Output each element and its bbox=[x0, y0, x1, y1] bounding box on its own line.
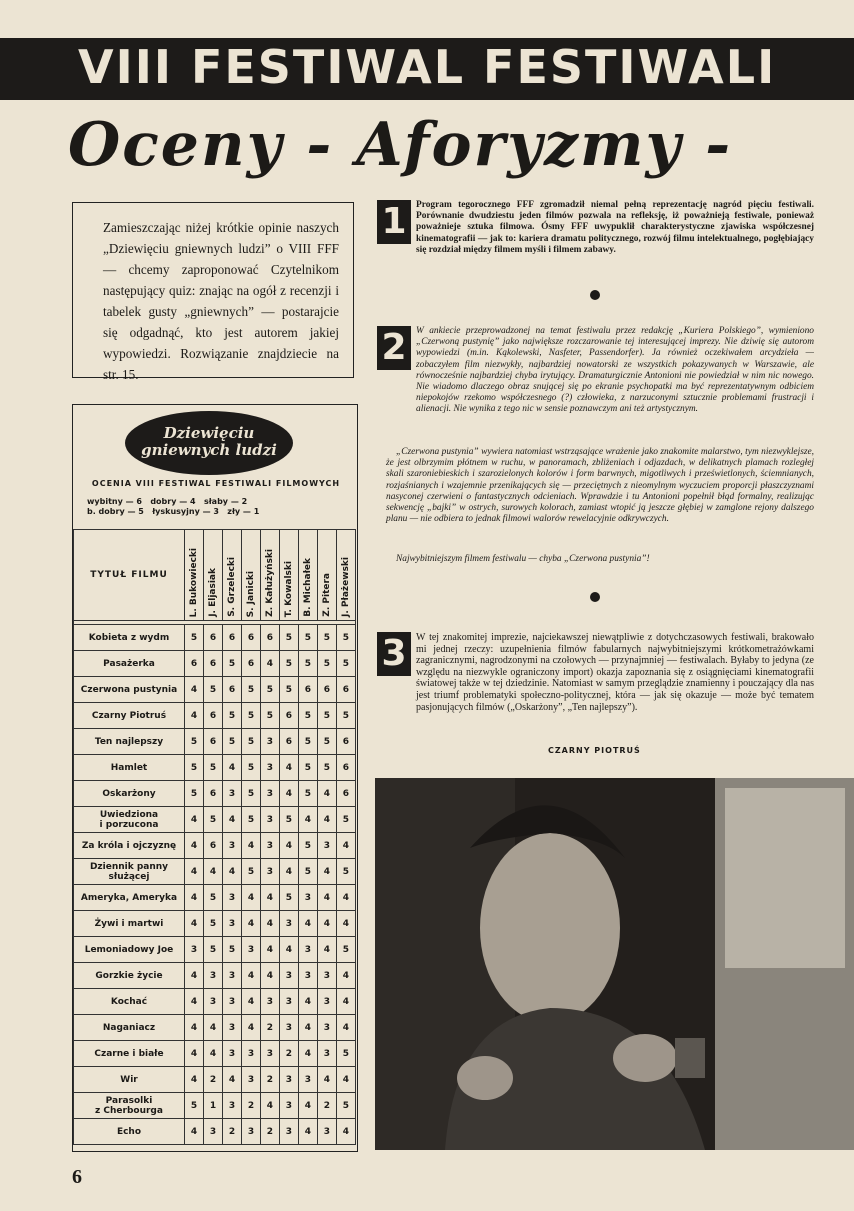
section-2-text-3: Najwybitniejszym filmem festiwalu — chyba „Czerwona pustynia”! bbox=[396, 554, 650, 564]
score-cell: 5 bbox=[317, 729, 336, 755]
critic-header: Z. Kałużyński bbox=[260, 530, 279, 621]
table-row bbox=[74, 833, 356, 859]
score-cell: 5 bbox=[298, 755, 317, 781]
score-cell: 5 bbox=[279, 625, 298, 651]
score-cell: 3 bbox=[222, 989, 241, 1015]
score-cell: 3 bbox=[317, 833, 336, 859]
film-title: Pasażerka bbox=[74, 651, 185, 677]
score-cell: 3 bbox=[279, 1119, 298, 1145]
portrait-illustration bbox=[375, 778, 854, 1150]
score-cell: 3 bbox=[317, 1015, 336, 1041]
table-row bbox=[74, 703, 356, 729]
critic-header: B. Michałek bbox=[298, 530, 317, 621]
score-cell: 4 bbox=[241, 989, 260, 1015]
score-cell: 4 bbox=[222, 807, 241, 833]
table-row bbox=[74, 651, 356, 677]
score-cell: 4 bbox=[279, 833, 298, 859]
section-3-text: W tej znakomitej imprezie, najciekawszej niewątpliwie z dotychczasowych festiwali, brakowało mi jednej rzeczy: uzupełnienia filmów fabularnych najwybitniejszymi krótkometrażówkami zagranicznymi, nagrodzonymi na czołowych — przynajmniej — festiwalach. Byłaby to jedyna (ze względu na niezwykle ograniczony import) okazja zapoznania się z osiągnięciami kinematografii światowej także w tej dziedzinie. Natomiast w samym przeglądzie znamienny i pouczający dla nas jest triumf problematyki społeczno-politycznej, która — jak się okazuje — może być tematem pasjonujących filmów („Oskarżony”, „Ten najlepszy”). bbox=[416, 632, 814, 713]
score-cell: 5 bbox=[203, 807, 222, 833]
score-cell: 6 bbox=[336, 729, 355, 755]
table-row bbox=[74, 1067, 356, 1093]
score-cell: 3 bbox=[185, 937, 204, 963]
score-cell: 3 bbox=[298, 937, 317, 963]
score-cell: 6 bbox=[336, 677, 355, 703]
ratings-grid bbox=[73, 529, 356, 1145]
photo-caption: CZARNY PIOTRUŚ bbox=[548, 746, 641, 755]
score-cell: 3 bbox=[298, 1067, 317, 1093]
score-cell: 5 bbox=[336, 937, 355, 963]
score-cell: 5 bbox=[241, 859, 260, 885]
critic-header: T. Kowalski bbox=[279, 530, 298, 621]
score-cell: 5 bbox=[203, 911, 222, 937]
title-banner bbox=[0, 38, 854, 100]
score-cell: 5 bbox=[336, 1041, 355, 1067]
table-row bbox=[74, 885, 356, 911]
score-cell: 5 bbox=[203, 677, 222, 703]
score-cell: 6 bbox=[279, 729, 298, 755]
film-title: Czarny Piotruś bbox=[74, 703, 185, 729]
score-cell: 4 bbox=[279, 937, 298, 963]
score-cell: 2 bbox=[203, 1067, 222, 1093]
score-cell: 5 bbox=[279, 651, 298, 677]
score-cell: 4 bbox=[241, 833, 260, 859]
critic-header: S. Janicki bbox=[241, 530, 260, 621]
score-cell: 4 bbox=[336, 1067, 355, 1093]
score-cell: 6 bbox=[203, 703, 222, 729]
critic-header: J. Płażewski bbox=[336, 530, 355, 621]
script-title: Oceny - Aforyzmy - bbox=[68, 110, 733, 180]
score-cell: 4 bbox=[298, 1093, 317, 1119]
separator-dot bbox=[590, 592, 600, 602]
score-cell: 4 bbox=[203, 1015, 222, 1041]
score-cell: 4 bbox=[336, 1119, 355, 1145]
score-cell: 3 bbox=[260, 729, 279, 755]
score-cell: 4 bbox=[317, 781, 336, 807]
table-row bbox=[74, 911, 356, 937]
score-cell: 4 bbox=[298, 807, 317, 833]
film-title: Hamlet bbox=[74, 755, 185, 781]
score-cell: 6 bbox=[185, 651, 204, 677]
score-cell: 3 bbox=[317, 963, 336, 989]
score-cell: 4 bbox=[279, 755, 298, 781]
table-row bbox=[74, 963, 356, 989]
score-cell: 5 bbox=[260, 703, 279, 729]
score-cell: 6 bbox=[241, 651, 260, 677]
score-cell: 3 bbox=[260, 833, 279, 859]
score-cell: 5 bbox=[203, 885, 222, 911]
score-cell: 6 bbox=[317, 677, 336, 703]
score-cell: 3 bbox=[241, 1119, 260, 1145]
score-cell: 4 bbox=[203, 1041, 222, 1067]
score-cell: 2 bbox=[260, 1015, 279, 1041]
score-cell: 5 bbox=[298, 729, 317, 755]
table-row bbox=[74, 781, 356, 807]
score-cell: 3 bbox=[317, 989, 336, 1015]
film-title: Gorzkie życie bbox=[74, 963, 185, 989]
section-2-text-2: „Czerwona pustynia” wywiera natomiast wstrząsające wrażenie jako znakomite malarstwo, tym niezwyklejsze, że jest olbrzymim płótnem w ruchu, w panoramach, zbliżeniach i odjazdach, w delikatnych plamach rozległej skali szaroniebieskich i szarozielonych kolorów i form barwnych, migotliwych i prześwietlonych, ściemnianych, rozjaśnianych i wzajemnie przenikających się — przeciętnych z nieomylnym wyczuciem proporcji płaszczyznami nasyconej czerwieni o fantastycznych odcieniach. Wprawdzie i tu Antonioni popełnił błąd formalny, realizując sekwencję „bajki” w ostrych, surowych kolorach, zamiast wtopić ją jeszcze głębiej w zamglone rejony dalszego planu — nie odbiera to jednak filmowi walorów rewelacyjnie odkrywczych. bbox=[386, 447, 814, 525]
score-cell: 4 bbox=[298, 1015, 317, 1041]
score-cell: 5 bbox=[241, 781, 260, 807]
quiz-box bbox=[72, 202, 354, 382]
score-cell: 5 bbox=[317, 703, 336, 729]
film-title: Parasolki z Cherbourga bbox=[74, 1093, 185, 1119]
score-cell: 4 bbox=[336, 885, 355, 911]
score-cell: 5 bbox=[222, 651, 241, 677]
quiz-text: Zamieszczając niżej krótkie opinie naszych „Dziewięciu gniewnych ludzi” o VIII FFF — chcemy zaproponować Czytelnikom następujący quiz: znając na ogół z recenzji i tabelek gusty „gniewnych” — postarajcie się odgadnąć, kto jest autorem jakiej wypowiedzi. Rozwiązanie znajdziecie na str. 15. bbox=[103, 220, 339, 382]
table-row bbox=[74, 1015, 356, 1041]
score-cell: 5 bbox=[298, 651, 317, 677]
score-cell: 6 bbox=[203, 833, 222, 859]
score-cell: 6 bbox=[203, 625, 222, 651]
film-title: Naganiacz bbox=[74, 1015, 185, 1041]
table-row bbox=[74, 677, 356, 703]
score-cell: 3 bbox=[222, 833, 241, 859]
score-cell: 4 bbox=[317, 937, 336, 963]
film-title: Czerwona pustynia bbox=[74, 677, 185, 703]
score-cell: 3 bbox=[222, 911, 241, 937]
score-cell: 5 bbox=[222, 703, 241, 729]
score-cell: 4 bbox=[185, 963, 204, 989]
score-cell: 5 bbox=[203, 937, 222, 963]
score-cell: 5 bbox=[298, 859, 317, 885]
score-cell: 2 bbox=[317, 1093, 336, 1119]
film-title: Oskarżony bbox=[74, 781, 185, 807]
score-cell: 5 bbox=[298, 781, 317, 807]
score-cell: 4 bbox=[317, 911, 336, 937]
score-cell: 3 bbox=[279, 989, 298, 1015]
banner-title: VIII FESTIWAL FESTIWALI bbox=[78, 40, 777, 94]
score-cell: 4 bbox=[336, 1015, 355, 1041]
table-row bbox=[74, 937, 356, 963]
table-row bbox=[74, 1093, 356, 1119]
score-cell: 4 bbox=[260, 937, 279, 963]
score-cell: 4 bbox=[279, 859, 298, 885]
score-cell: 6 bbox=[203, 729, 222, 755]
score-cell: 5 bbox=[185, 625, 204, 651]
score-cell: 3 bbox=[279, 1093, 298, 1119]
score-cell: 5 bbox=[298, 833, 317, 859]
score-cell: 4 bbox=[298, 1119, 317, 1145]
score-cell: 4 bbox=[317, 859, 336, 885]
score-cell: 4 bbox=[317, 1067, 336, 1093]
score-cell: 5 bbox=[279, 677, 298, 703]
score-cell: 6 bbox=[336, 755, 355, 781]
film-title: Uwiedziona i porzucona bbox=[74, 807, 185, 833]
critic-header: S. Grzelecki bbox=[222, 530, 241, 621]
score-cell: 4 bbox=[222, 1067, 241, 1093]
score-cell: 4 bbox=[185, 911, 204, 937]
score-cell: 3 bbox=[241, 1041, 260, 1067]
table-row bbox=[74, 807, 356, 833]
score-cell: 5 bbox=[279, 885, 298, 911]
score-cell: 3 bbox=[222, 963, 241, 989]
score-cell: 4 bbox=[317, 807, 336, 833]
table-row bbox=[74, 755, 356, 781]
score-cell: 3 bbox=[260, 1041, 279, 1067]
score-cell: 3 bbox=[260, 859, 279, 885]
section-2-text: W ankiecie przeprowadzonej na temat festiwalu przez redakcję „Kuriera Polskiego”, wymieniono „Czerwoną pustynię” jako największe rozczarowanie tej interesującej imprezy. Nie dziwię się autorom wypowiedzi (m.in. Kąkolewski, Nasfeter, Passendorfer). Ja również oczekiwałem arcydzieła — zobaczyłem film niezwykły, najbardziej nowatorski ze wszystkich pokazywanych w Warszawie, ale równocześnie najbardziej chyba irytujący. Dramaturgicznie Antonioni nie powiedział w nim nic nowego. Nie wiadomo dlaczego obraz snującej się po ekranie psychopatki ma być reprezentatywnym odbiciem niepokojów rzekomo współczesnego (?) człowieka, z narzuconymi sztucznie problemami frustracji i alienacji. Nie wynika z tego nic w sensie poznawczym ani też artystycznym. bbox=[416, 326, 814, 415]
score-cell: 5 bbox=[241, 703, 260, 729]
film-title: Wir bbox=[74, 1067, 185, 1093]
score-cell: 5 bbox=[222, 937, 241, 963]
score-cell: 3 bbox=[298, 963, 317, 989]
film-title: Lemoniadowy Joe bbox=[74, 937, 185, 963]
score-cell: 3 bbox=[260, 807, 279, 833]
score-cell: 4 bbox=[260, 1093, 279, 1119]
film-title: Czarne i białe bbox=[74, 1041, 185, 1067]
score-cell: 2 bbox=[260, 1067, 279, 1093]
legend-row-2: b. dobry — 5 łyskusyjny — 3 zły — 1 bbox=[87, 507, 260, 516]
score-cell: 6 bbox=[222, 625, 241, 651]
film-title: Dziennik panny służącej bbox=[74, 859, 185, 885]
score-cell: 4 bbox=[260, 885, 279, 911]
logo-line2: gniewnych ludzi bbox=[141, 441, 277, 459]
ratings-table-box bbox=[72, 404, 358, 1152]
score-cell: 3 bbox=[203, 963, 222, 989]
table-row bbox=[74, 729, 356, 755]
table-row bbox=[74, 989, 356, 1015]
score-cell: 5 bbox=[241, 677, 260, 703]
score-cell: 3 bbox=[222, 885, 241, 911]
score-cell: 3 bbox=[260, 781, 279, 807]
page-number: 6 bbox=[72, 1166, 82, 1188]
score-cell: 5 bbox=[241, 807, 260, 833]
score-cell: 6 bbox=[222, 677, 241, 703]
score-cell: 4 bbox=[260, 963, 279, 989]
score-cell: 5 bbox=[336, 807, 355, 833]
table-row bbox=[74, 859, 356, 885]
score-cell: 4 bbox=[185, 703, 204, 729]
section-1-text: Program tegorocznego FFF zgromadził niemal pełną reprezentację nagród pięciu festiwali. Porównanie dwudziestu jeden filmów pozwala na refleksję, iż poważnieją festiwale, ponieważ poważnieje sztuka filmowa. Ósmy FFF uwypuklił charakterystyczne zjawiska współczesnej kinematografii — jak to: kariera dramatu politycznego, rozwój filmu intelektualnego, pogłębiający się rozdział między filmem myśli i filmem zabawy. bbox=[416, 200, 814, 255]
score-cell: 4 bbox=[241, 1015, 260, 1041]
score-cell: 4 bbox=[203, 859, 222, 885]
score-cell: 4 bbox=[298, 1041, 317, 1067]
score-cell: 5 bbox=[185, 1093, 204, 1119]
score-cell: 4 bbox=[185, 807, 204, 833]
score-cell: 1 bbox=[203, 1093, 222, 1119]
film-title: Echo bbox=[74, 1119, 185, 1145]
score-cell: 4 bbox=[241, 963, 260, 989]
score-cell: 3 bbox=[260, 755, 279, 781]
score-cell: 4 bbox=[222, 755, 241, 781]
score-cell: 2 bbox=[241, 1093, 260, 1119]
score-cell: 3 bbox=[203, 1119, 222, 1145]
film-title: Żywi i martwi bbox=[74, 911, 185, 937]
score-cell: 4 bbox=[241, 911, 260, 937]
legend-row-1: wybitny — 6 dobry — 4 słaby — 2 bbox=[87, 497, 248, 506]
score-cell: 4 bbox=[317, 885, 336, 911]
score-cell: 4 bbox=[185, 677, 204, 703]
critic-header: J. Eljasiak bbox=[203, 530, 222, 621]
score-cell: 5 bbox=[336, 859, 355, 885]
score-cell: 4 bbox=[298, 989, 317, 1015]
section-number-3: 3 bbox=[377, 632, 411, 676]
score-cell: 5 bbox=[185, 729, 204, 755]
score-cell: 3 bbox=[241, 1067, 260, 1093]
table-row bbox=[74, 1119, 356, 1145]
score-cell: 5 bbox=[317, 625, 336, 651]
score-cell: 5 bbox=[336, 1093, 355, 1119]
score-cell: 5 bbox=[336, 651, 355, 677]
score-cell: 3 bbox=[279, 1067, 298, 1093]
score-cell: 5 bbox=[298, 703, 317, 729]
nine-angry-men-logo bbox=[125, 411, 293, 475]
score-cell: 2 bbox=[222, 1119, 241, 1145]
score-cell: 3 bbox=[203, 989, 222, 1015]
score-cell: 2 bbox=[260, 1119, 279, 1145]
score-cell: 4 bbox=[185, 1067, 204, 1093]
section-number-1: 1 bbox=[377, 200, 411, 244]
score-cell: 5 bbox=[260, 677, 279, 703]
score-cell: 3 bbox=[260, 989, 279, 1015]
film-title: Kochać bbox=[74, 989, 185, 1015]
section-number-2: 2 bbox=[377, 326, 411, 370]
score-cell: 6 bbox=[203, 781, 222, 807]
score-cell: 5 bbox=[185, 781, 204, 807]
film-title: Ten najlepszy bbox=[74, 729, 185, 755]
score-cell: 4 bbox=[336, 963, 355, 989]
critic-header: L. Bukowiecki bbox=[185, 530, 204, 621]
score-cell: 4 bbox=[336, 989, 355, 1015]
score-cell: 5 bbox=[203, 755, 222, 781]
score-cell: 4 bbox=[260, 651, 279, 677]
score-cell: 4 bbox=[185, 989, 204, 1015]
score-cell: 4 bbox=[185, 1119, 204, 1145]
score-cell: 4 bbox=[336, 911, 355, 937]
score-cell: 3 bbox=[222, 781, 241, 807]
score-cell: 6 bbox=[203, 651, 222, 677]
score-cell: 6 bbox=[298, 677, 317, 703]
score-cell: 3 bbox=[222, 1093, 241, 1119]
score-cell: 4 bbox=[336, 833, 355, 859]
score-cell: 4 bbox=[222, 859, 241, 885]
rating-title: OCENIA VIII FESTIWAL FESTIWALI FILMOWYCH bbox=[91, 479, 341, 488]
score-cell: 5 bbox=[336, 703, 355, 729]
score-cell: 5 bbox=[241, 755, 260, 781]
score-cell: 6 bbox=[241, 625, 260, 651]
score-cell: 5 bbox=[298, 625, 317, 651]
table-row bbox=[74, 1041, 356, 1067]
film-title: Kobieta z wydm bbox=[74, 625, 185, 651]
score-cell: 3 bbox=[279, 1015, 298, 1041]
score-cell: 4 bbox=[279, 781, 298, 807]
score-cell: 4 bbox=[260, 911, 279, 937]
score-cell: 6 bbox=[279, 703, 298, 729]
score-cell: 3 bbox=[298, 885, 317, 911]
score-cell: 5 bbox=[279, 807, 298, 833]
score-cell: 3 bbox=[222, 1015, 241, 1041]
score-cell: 6 bbox=[336, 781, 355, 807]
film-still-photo bbox=[375, 778, 854, 1150]
score-cell: 4 bbox=[241, 885, 260, 911]
critic-header: Z. Pitera bbox=[317, 530, 336, 621]
film-title: Ameryka, Ameryka bbox=[74, 885, 185, 911]
score-cell: 2 bbox=[279, 1041, 298, 1067]
score-cell: 5 bbox=[317, 651, 336, 677]
film-title: Za króla i ojczyznę bbox=[74, 833, 185, 859]
title-header: TYTUŁ FILMU bbox=[74, 530, 185, 621]
score-cell: 3 bbox=[317, 1041, 336, 1067]
score-cell: 5 bbox=[336, 625, 355, 651]
score-cell: 4 bbox=[185, 1015, 204, 1041]
logo-line1: Dziewięciu bbox=[163, 424, 255, 442]
table-row bbox=[74, 625, 356, 651]
score-cell: 6 bbox=[260, 625, 279, 651]
score-cell: 4 bbox=[185, 1041, 204, 1067]
score-cell: 5 bbox=[241, 729, 260, 755]
score-cell: 5 bbox=[317, 755, 336, 781]
score-cell: 4 bbox=[185, 885, 204, 911]
score-cell: 3 bbox=[222, 1041, 241, 1067]
score-cell: 3 bbox=[241, 937, 260, 963]
score-cell: 4 bbox=[298, 911, 317, 937]
score-cell: 5 bbox=[185, 755, 204, 781]
score-cell: 4 bbox=[185, 833, 204, 859]
score-cell: 3 bbox=[279, 911, 298, 937]
score-cell: 5 bbox=[222, 729, 241, 755]
score-cell: 4 bbox=[185, 859, 204, 885]
score-cell: 3 bbox=[279, 963, 298, 989]
separator-dot bbox=[590, 290, 600, 300]
score-cell: 3 bbox=[317, 1119, 336, 1145]
